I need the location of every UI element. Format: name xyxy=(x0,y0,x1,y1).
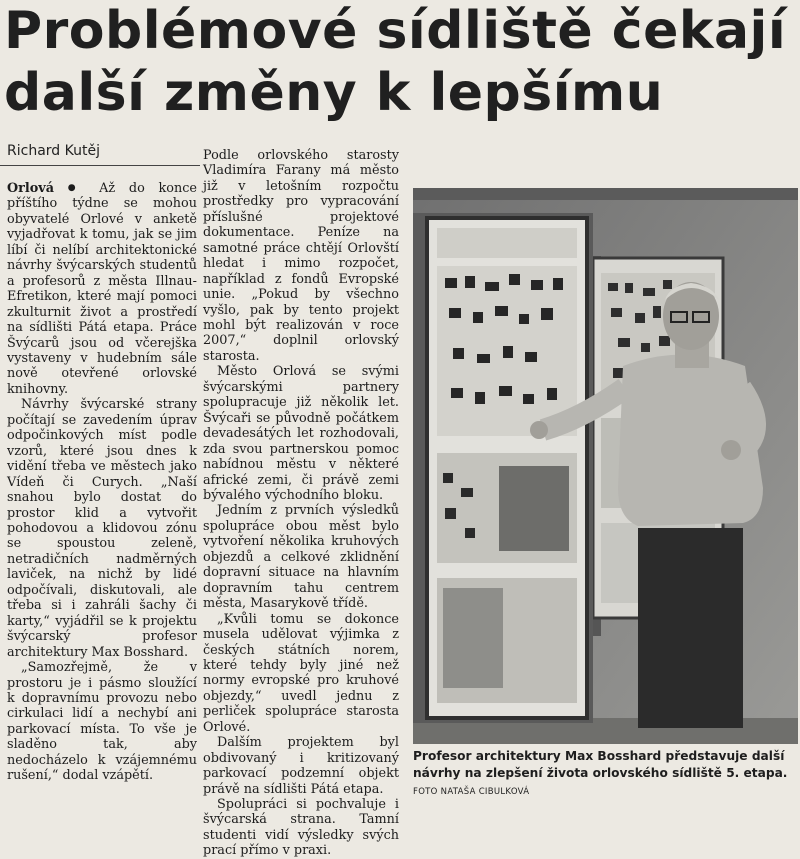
paragraph-8: Dalším projektem byl obdivovaný i kritizovaný parkovací podzemní objekt právě na sídlišti Pátá etapa. xyxy=(203,735,399,797)
caption-text: Profesor architektury Max Bosshard představuje další návrhy na zlepšení života orlovského sídliště 5. etapa. xyxy=(413,749,788,780)
headline-line-2: další změny k lepšímu xyxy=(4,63,664,123)
lead-text: Až do konce příštího týdne se mohou obyvatelé Orlové v anketě vyjadřovat k tomu, jak se jim líbí či nelíbí architektonické návrhy švýcarských studentů a profesorů z města Illnau-Efretikon, které mají pomoci zkulturnit život a prostředí na sídlišti Pátá etapa. Práce Švýcarů jsou od včerejška vystaveny v hudebním sále nově otevřené orlovské knihovny. xyxy=(7,181,197,397)
paragraph-4: Podle orlovského starosty Vladimíra Farany má město již v letošním rozpočtu prostředky pro vypracování příslušné projektové dokumentace. Peníze na samotné práce chtějí Orlovští hledat i mimo rozpočet, například z fondů Evropské unie. „Pokud by všechno vyšlo, pak by tento projekt mohl být realizován v roce 2007,“ doplnil orlovský starosta. xyxy=(203,148,399,364)
paragraph-3: „Samozřejmě, že v prostoru je i pásmo sloužící k dopravnímu provozu nebo cirkulaci lidí a nechybí ani parkovací místa. To vše je sladěno tak, aby nedocházelo k vzájemnému rušení,“ dodal vzápětí. xyxy=(7,660,197,784)
byline-rule xyxy=(0,165,200,166)
lead-paragraph xyxy=(7,181,197,397)
paragraph-2: Návrhy švýcarské strany počítají se zavedením úprav odpočinkových míst podle vzorů, které jsou dnes k vidění třeba ve městech jako Vídeň či Curych. „Naší snahou bylo dostat do prostor klid a vytvořit pohodovou a klidovou zónu se spoustou zeleně, netradičních nadměrných laviček, na nichž by lidé odpočívali, diskutovali, ale třeba si i zahráli šachy či karty,“ vyjádřil se k projektu švýcarský profesor architektury Max Bosshard. xyxy=(7,397,197,660)
paragraph-6: Jedním z prvních výsledků spolupráce obou měst bylo vytvoření několika kruhových objezdů a celkové zklidnění dopravní situace na hlavním dopravním tahu centrem města, Masarykově třídě. xyxy=(203,503,399,612)
display-board-front xyxy=(413,213,593,723)
article-photo xyxy=(413,188,798,744)
photo-credit: FOTO NATAŠA CIBULKOVÁ xyxy=(413,787,530,797)
headline xyxy=(4,0,796,124)
paragraph-9: Spolupráci si pochvaluje i švýcarská strana. Tamní studenti vidí výsledky svých prací přímo v praxi. xyxy=(203,797,399,859)
paragraph-7: „Kvůli tomu se dokonce musela udělovat výjimka z českých státních norem, které tehdy byly jiné než normy evropské pro kruhové objezdy,“ uvedl jednu z perliček spolupráce starosta Orlové. xyxy=(203,611,399,735)
dateline-place: Orlová xyxy=(7,181,55,196)
article-column-1 xyxy=(7,181,197,784)
article-column-2 xyxy=(203,148,399,859)
bullet-icon: ● xyxy=(67,183,86,193)
headline-line-1: Problémové sídliště čekají xyxy=(4,1,787,61)
paragraph-5: Město Orlová se svými švýcarskými partnery spolupracuje již několik let. Švýcaři se původně počátkem devadesátých let rozhodovali, zda svou partnerskou pomoc nabídnou městu v některé africké zemi, či právě zemi bývalého východního bloku. xyxy=(203,364,399,503)
byline: Richard Kutěj xyxy=(7,143,100,159)
photo-caption xyxy=(413,748,798,801)
